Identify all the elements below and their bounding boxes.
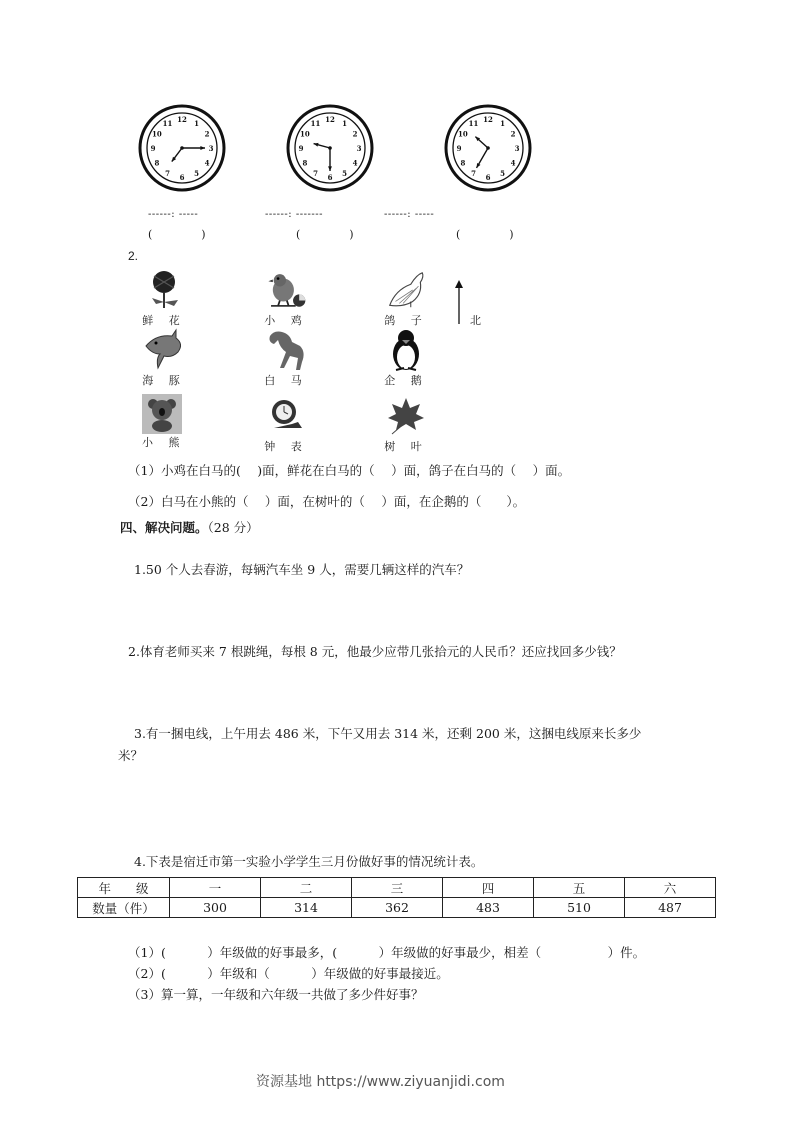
- table-cell: 510: [534, 898, 625, 918]
- table-cell: 一: [170, 878, 261, 898]
- svg-text:7: 7: [165, 169, 170, 179]
- clock-face-icon: [444, 104, 532, 192]
- svg-text:1: 1: [194, 118, 199, 128]
- north-label: 北: [470, 314, 481, 327]
- grid-cell-pigeon: [384, 268, 428, 328]
- good-deeds-table: [77, 877, 716, 918]
- problem-4: 4.下表是宿迁市第一实验小学学生三月份做好事的情况统计表。: [134, 854, 484, 869]
- table-cell: 314: [261, 898, 352, 918]
- svg-text:6: 6: [179, 173, 185, 182]
- dolphin-icon: [142, 328, 186, 372]
- table-cell: 487: [625, 898, 716, 918]
- svg-text:11: 11: [310, 118, 321, 128]
- svg-text:12: 12: [325, 115, 335, 124]
- grid-cell-clock: [264, 394, 308, 454]
- table-cell: 二: [261, 878, 352, 898]
- direction-picture-grid: [136, 268, 446, 452]
- problem-2: 2.体育老师买来 7 根跳绳，每根 8 元，他最少应带几张拾元的人民币？还应找回多少钱？: [128, 644, 622, 659]
- time-blank-1[interactable]: ------: -----: [148, 209, 199, 220]
- table-cell: 六: [625, 878, 716, 898]
- pic-label: 鲜 花: [142, 314, 186, 327]
- horse-icon: [264, 328, 308, 372]
- svg-text:3: 3: [514, 144, 520, 153]
- problem-3-line-2: 米？: [118, 748, 144, 763]
- clock-face-icon: [286, 104, 374, 192]
- north-arrow: [454, 280, 464, 328]
- clock-1: [138, 104, 226, 192]
- pic-label: 小 熊: [142, 436, 186, 449]
- svg-text:5: 5: [500, 169, 505, 179]
- svg-text:7: 7: [313, 169, 318, 179]
- clock-2: [286, 104, 374, 192]
- bear-icon: [142, 394, 182, 434]
- grid-cell-leaf: [384, 394, 428, 454]
- svg-text:9: 9: [298, 144, 304, 153]
- svg-text:6: 6: [327, 173, 333, 182]
- pic-label: 白 马: [264, 374, 308, 387]
- svg-text:10: 10: [152, 129, 162, 139]
- svg-text:10: 10: [300, 129, 310, 139]
- svg-text:8: 8: [154, 158, 160, 168]
- svg-text:2: 2: [352, 129, 358, 139]
- svg-text:2: 2: [204, 129, 210, 139]
- maple-leaf-icon: [384, 394, 428, 438]
- problem-4-sub-2: （2）( ）年级和（ ）年级做的好事最接近。: [128, 966, 449, 981]
- svg-text:12: 12: [483, 115, 493, 124]
- svg-text:9: 9: [150, 144, 156, 153]
- svg-text:4: 4: [510, 158, 516, 168]
- problem-4-sub-1: （1）( ）年级做的好事最多，( ）年级做的好事最少，相差（ ）件。: [128, 945, 646, 960]
- svg-text:8: 8: [460, 158, 466, 168]
- clock-face-icon: [138, 104, 226, 192]
- pic-label: 钟 表: [264, 440, 308, 453]
- svg-text:5: 5: [342, 169, 347, 179]
- svg-text:11: 11: [162, 118, 173, 128]
- problem-3-line-1: 3.有一捆电线，上午用去 486 米，下午又用去 314 米，还剩 200 米，这捆电线原来长多少: [134, 726, 642, 741]
- svg-text:9: 9: [456, 144, 462, 153]
- table-cell: 数量（件）: [78, 898, 170, 918]
- grid-cell-horse: [264, 328, 308, 388]
- pic-label: 企 鹅: [384, 374, 428, 387]
- penguin-icon: [384, 328, 428, 372]
- svg-text:3: 3: [208, 144, 214, 153]
- pigeon-icon: [384, 268, 428, 312]
- svg-text:12: 12: [177, 115, 187, 124]
- section-4-score: （28 分）: [207, 520, 259, 535]
- question-2-number: 2.: [128, 249, 139, 263]
- pic-label: 鸽 子: [384, 314, 428, 327]
- svg-text:11: 11: [468, 118, 479, 128]
- svg-text:10: 10: [458, 129, 468, 139]
- table-cell: 三: [352, 878, 443, 898]
- svg-text:4: 4: [204, 158, 210, 168]
- svg-text:1: 1: [500, 118, 505, 128]
- answer-paren-2[interactable]: ( ): [296, 228, 354, 241]
- grid-cell-chick: [264, 268, 308, 328]
- pic-label: 树 叶: [384, 440, 428, 453]
- chick-icon: [264, 268, 308, 312]
- table-cell: 五: [534, 878, 625, 898]
- table-cell: 362: [352, 898, 443, 918]
- grid-cell-flower: [142, 268, 186, 328]
- table-cell: 483: [443, 898, 534, 918]
- table-row: [78, 898, 716, 918]
- flower-icon: [142, 268, 186, 312]
- problem-1: 1.50 个人去春游，每辆汽车坐 9 人，需要几辆这样的汽车？: [134, 562, 470, 577]
- arrow-up-icon: [454, 280, 464, 324]
- problem-4-sub-3: （3）算一算，一年级和六年级一共做了多少件好事？: [128, 987, 424, 1002]
- svg-text:7: 7: [471, 169, 476, 179]
- svg-text:2: 2: [510, 129, 516, 139]
- svg-text:6: 6: [485, 173, 491, 182]
- footer-watermark[interactable]: 资源基地 https://www.ziyuanjidi.com: [256, 1074, 505, 1090]
- table-cell: 年 级: [78, 878, 170, 898]
- time-blank-2[interactable]: ------: -------: [265, 209, 323, 220]
- svg-text:4: 4: [352, 158, 358, 168]
- answer-paren-1[interactable]: ( ): [148, 228, 206, 241]
- section-4-title: 四、解决问题。: [120, 520, 208, 535]
- svg-text:1: 1: [342, 118, 347, 128]
- answer-paren-3[interactable]: ( ): [456, 228, 514, 241]
- clock-3: [444, 104, 532, 192]
- alarm-clock-icon: [264, 394, 308, 438]
- question-2-sub-2: （2）白马在小熊的（ ）面，在树叶的（ ）面，在企鹅的（ ）。: [128, 494, 526, 509]
- svg-text:5: 5: [194, 169, 199, 179]
- pic-label: 海 豚: [142, 374, 186, 387]
- grid-cell-bear: [142, 394, 186, 450]
- section-4-heading: [120, 518, 259, 536]
- table-cell: 300: [170, 898, 261, 918]
- time-blank-3[interactable]: ------: -----: [384, 209, 435, 220]
- grid-cell-penguin: [384, 328, 428, 388]
- table-header-row: [78, 878, 716, 898]
- question-2-sub-1: （1）小鸡在白马的( )面，鲜花在白马的（ ）面，鸽子在白马的（ ）面。: [128, 463, 571, 478]
- grid-cell-dolphin: [142, 328, 186, 388]
- svg-text:8: 8: [302, 158, 308, 168]
- table-cell: 四: [443, 878, 534, 898]
- svg-text:3: 3: [356, 144, 362, 153]
- pic-label: 小 鸡: [264, 314, 308, 327]
